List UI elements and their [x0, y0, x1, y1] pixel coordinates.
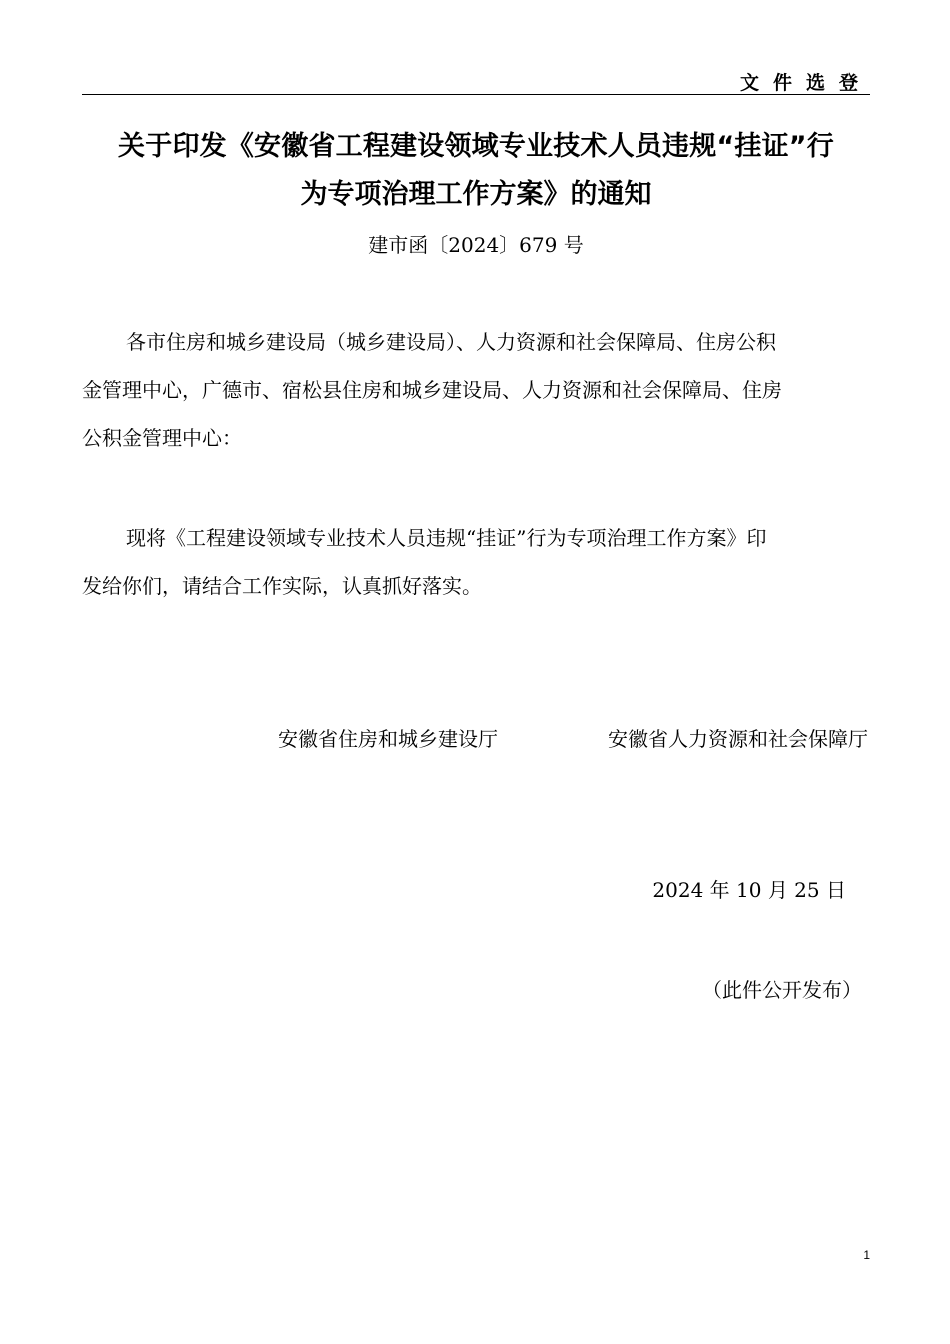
issuer-signature-2: 安徽省人力资源和社会保障厅	[608, 727, 868, 751]
body-paragraph	[82, 514, 870, 610]
addressee-line: 金管理中心，广德市、宿松县住房和城乡建设局、人力资源和社会保障局、住房	[82, 378, 782, 402]
section-header-label: 文件选登	[739, 72, 872, 94]
document-title-line-2: 为专项治理工作方案》的通知	[300, 179, 652, 210]
publication-note: （此件公开发布）	[702, 978, 862, 1002]
header-divider	[82, 94, 870, 95]
addressee-line: 公积金管理中心：	[82, 426, 242, 450]
page-number: 1	[863, 1248, 870, 1262]
document-title-line-1: 关于印发《安徽省工程建设领域专业技术人员违规“挂证”行	[118, 131, 834, 162]
addressee-paragraph	[82, 318, 870, 462]
body-line: 现将《工程建设领域专业技术人员违规“挂证”行为专项治理工作方案》印	[126, 526, 767, 550]
addressee-line: 各市住房和城乡建设局（城乡建设局）、人力资源和社会保障局、住房公积	[126, 330, 776, 354]
body-line: 发给你们，请结合工作实际，认真抓好落实。	[82, 574, 482, 598]
document-number: 建市函〔2024〕679 号	[368, 233, 584, 257]
issue-date: 2024 年 10 月 25 日	[652, 878, 846, 902]
issuer-signature-1: 安徽省住房和城乡建设厅	[278, 727, 498, 751]
